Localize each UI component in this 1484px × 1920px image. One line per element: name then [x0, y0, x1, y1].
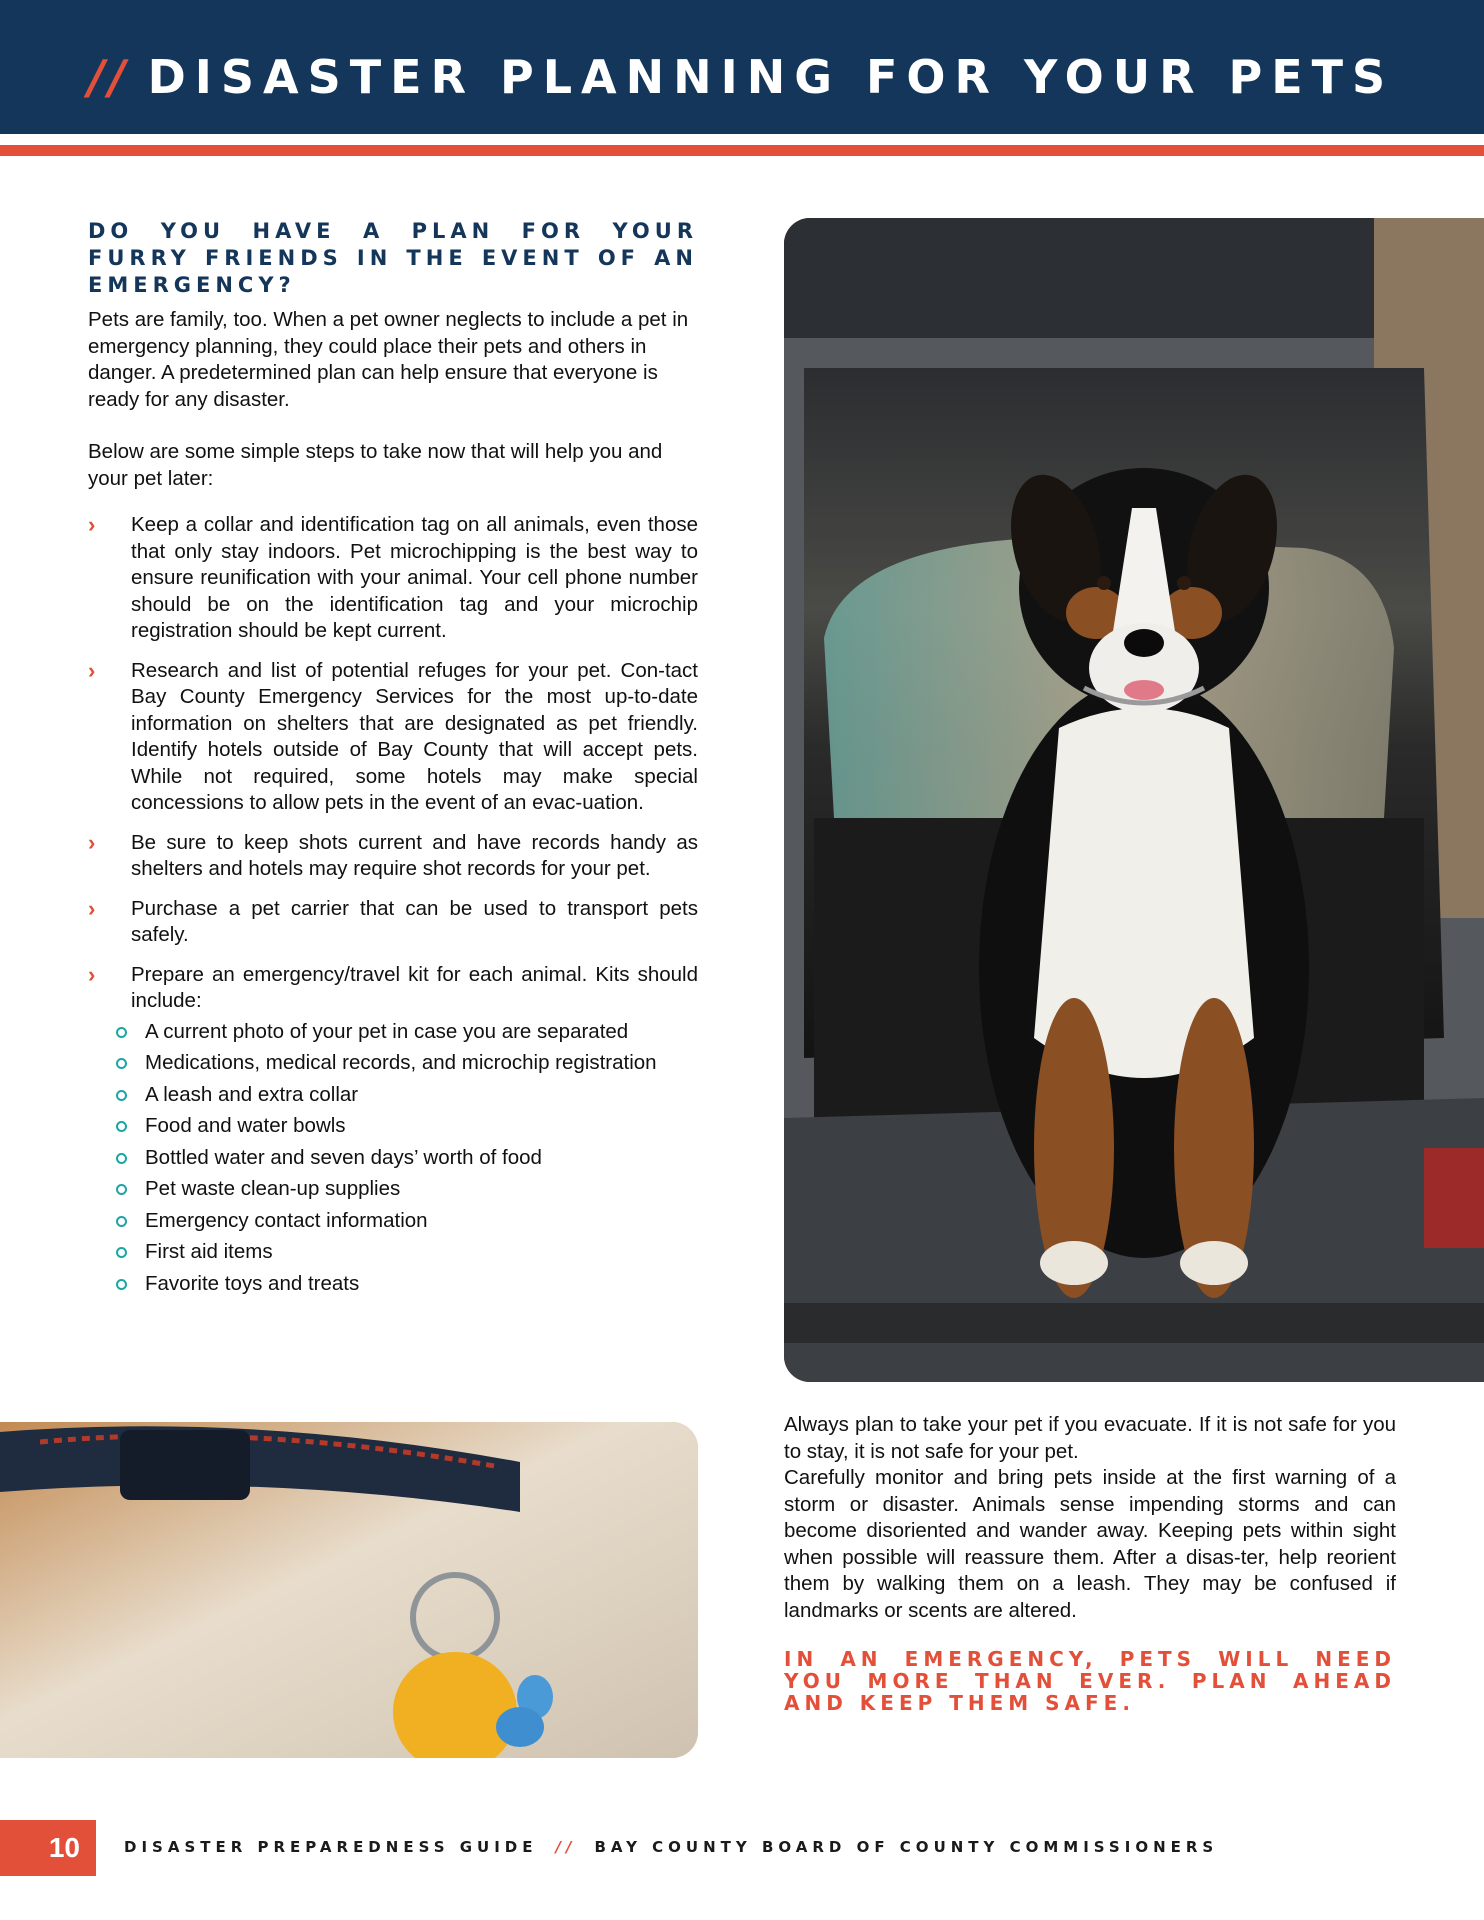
- circle-bullet-icon: [116, 1027, 127, 1038]
- list-item: [88, 830, 698, 883]
- kit-item: Favorite toys and treats: [88, 1271, 698, 1298]
- title-text: DISASTER PLANNING FOR YOUR PETS: [147, 50, 1395, 104]
- page-footer: [124, 1838, 1218, 1856]
- circle-bullet-icon: [116, 1058, 127, 1069]
- right-paragraph-2: Carefully monitor and bring pets inside at the first warning of a storm or disaster. Animals sense impending storms and can become disoriented and wander away. Keeping pets within sight when possible will reassure them. After a disas-ter, help reorient them by walking them on a leash. They may be confused if landmarks or scents are altered.: [784, 1466, 1396, 1622]
- circle-bullet-icon: [116, 1090, 127, 1101]
- right-paragraph-1: Always plan to take your pet if you evacuate. If it is not safe for you to stay, it is not safe for your pet.: [784, 1413, 1396, 1463]
- callout-text: IN AN EMERGENCY, PETS WILL NEED YOU MORE THAN EVER. PLAN AHEAD AND KEEP THEM SAFE.: [784, 1647, 1396, 1715]
- page-title: [88, 50, 1394, 104]
- footer-organization: BAY COUNTY BOARD OF COUNTY COMMISSIONERS: [594, 1838, 1219, 1856]
- kit-item: Food and water bowls: [88, 1113, 698, 1140]
- kit-list: [88, 1019, 698, 1298]
- list-item: [88, 512, 698, 645]
- intro-paragraph-2: Below are some simple steps to take now that will help you and your pet later:: [88, 440, 663, 490]
- title-slash: //: [88, 50, 130, 104]
- pet-collar-tag-photo: [0, 1422, 698, 1758]
- chevron-right-icon: ›: [88, 512, 96, 537]
- kit-item: Emergency contact information: [88, 1208, 698, 1235]
- circle-bullet-icon: [116, 1247, 127, 1258]
- kit-item: Bottled water and seven days’ worth of food: [88, 1145, 698, 1172]
- left-column: [88, 218, 698, 1310]
- page-number: 10: [0, 1820, 96, 1876]
- right-column: [784, 1412, 1396, 1734]
- kit-item: Medications, medical records, and microchip registration: [88, 1050, 698, 1077]
- footer-guide-title: DISASTER PREPAREDNESS GUIDE: [124, 1838, 538, 1856]
- list-item: [88, 962, 698, 1298]
- list-item: [88, 896, 698, 949]
- dog-illustration: [784, 218, 1484, 1382]
- list-item: [88, 658, 698, 817]
- section-heading: DO YOU HAVE A PLAN FOR YOUR FURRY FRIENDS IN THE EVENT OF AN EMERGENCY?: [88, 219, 698, 297]
- circle-bullet-icon: [116, 1184, 127, 1195]
- step-text: Purchase a pet carrier that can be used to transport pets safely.: [131, 896, 698, 946]
- steps-list: [88, 512, 698, 1297]
- kit-item: First aid items: [88, 1239, 698, 1266]
- circle-bullet-icon: [116, 1153, 127, 1164]
- step-text: Research and list of potential refuges for your pet. Con-tact Bay County Emergency Services for the most up-to-date information on shelters that are designated as pet friendly. Identify hotels outside of Bay County that will accept pets. While not required, some hotels may make special concessions to allow pets in the event of an evac-uation.: [131, 658, 698, 814]
- step-text: Keep a collar and identification tag on all animals, even those that only stay indoors. Pet microchipping is the best way to ensure reunification with your animal. Your cell phone number should be on the identification tag and your microchip registration should be kept current.: [131, 513, 698, 642]
- circle-bullet-icon: [116, 1216, 127, 1227]
- dog-in-car-photo: [784, 218, 1484, 1382]
- collar-illustration: [0, 1422, 698, 1758]
- kit-item: Pet waste clean-up supplies: [88, 1176, 698, 1203]
- chevron-right-icon: ›: [88, 829, 96, 855]
- page-header: [0, 0, 1484, 134]
- circle-bullet-icon: [116, 1121, 127, 1132]
- step-text: Prepare an emergency/travel kit for each animal. Kits should include:: [131, 962, 698, 1012]
- intro-paragraph-1: Pets are family, too. When a pet owner neglects to include a pet in emergency planning, they could place their pets and others in danger. A predetermined plan can help ensure that everyone is ready for any disaster.: [88, 308, 689, 411]
- circle-bullet-icon: [116, 1279, 127, 1290]
- chevron-right-icon: ›: [88, 895, 96, 921]
- step-text: Be sure to keep shots current and have records handy as shelters and hotels may require shot records for your pet.: [131, 830, 698, 880]
- header-rule: [0, 145, 1484, 156]
- chevron-right-icon: ›: [88, 657, 96, 683]
- kit-item: A current photo of your pet in case you are separated: [88, 1019, 698, 1046]
- chevron-right-icon: ›: [88, 961, 96, 987]
- kit-item: A leash and extra collar: [88, 1082, 698, 1109]
- footer-separator: //: [555, 1838, 577, 1856]
